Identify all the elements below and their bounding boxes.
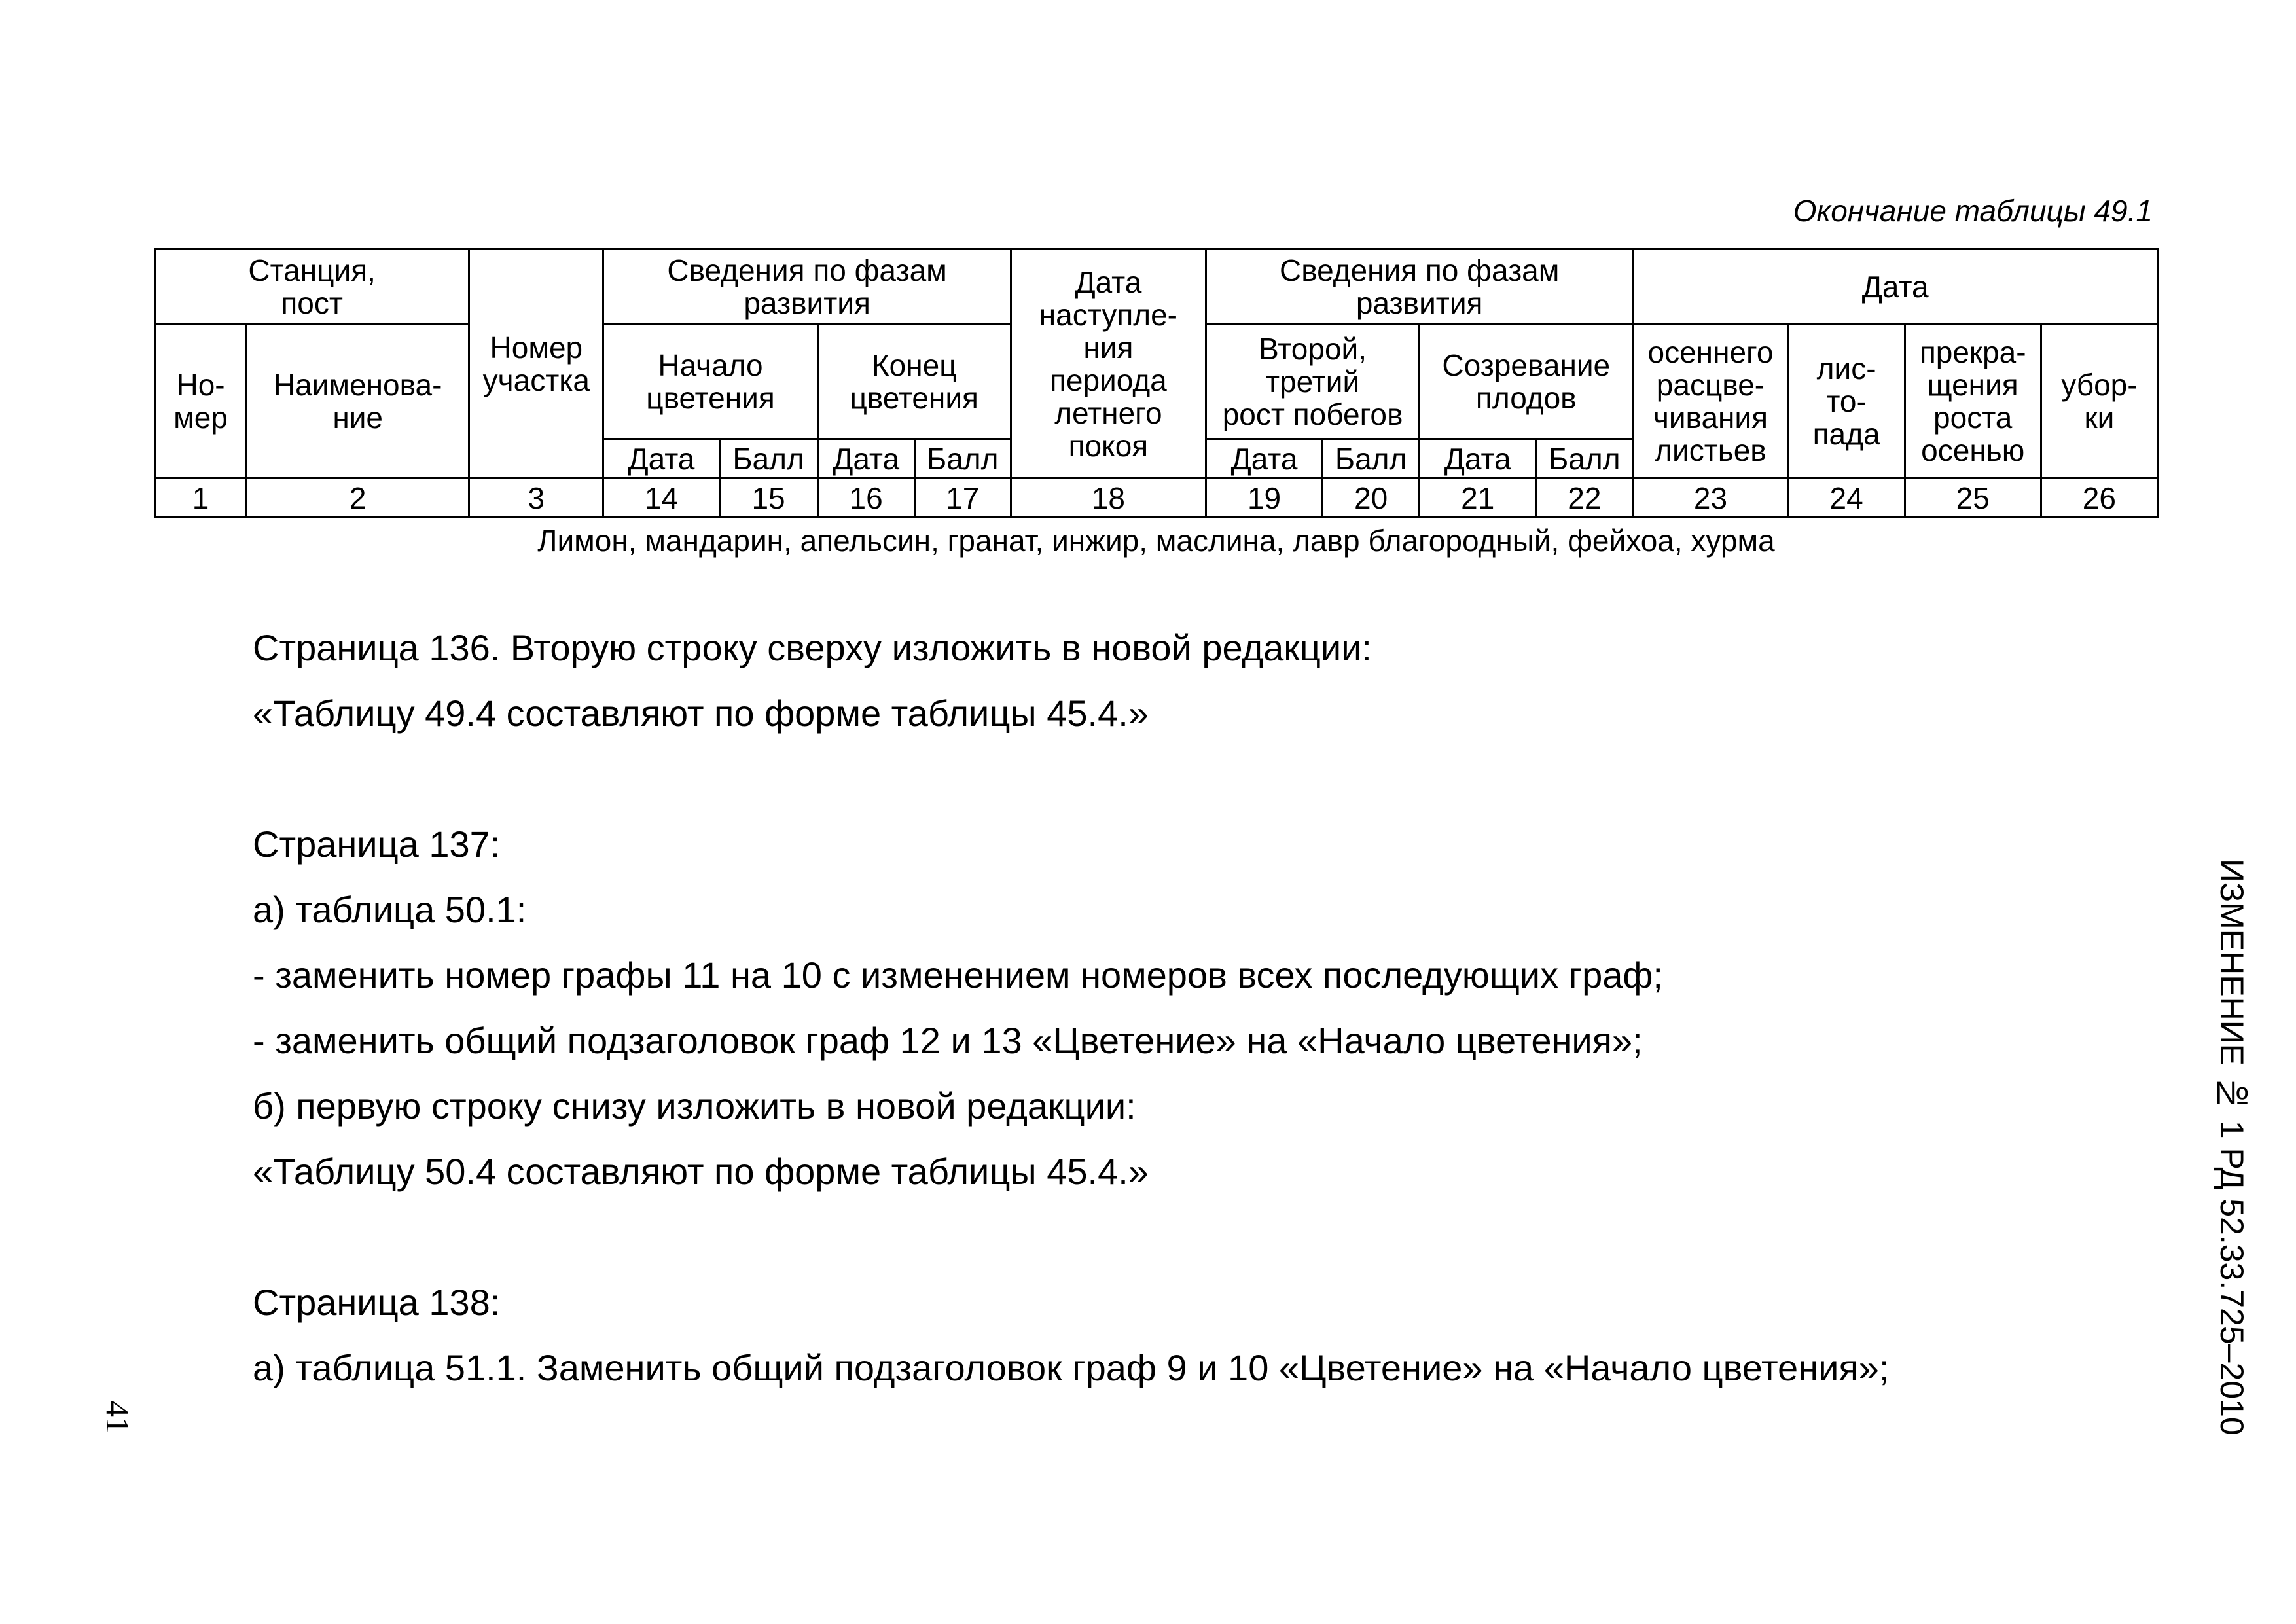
paragraph: - заменить общий подзаголовок граф 12 и 13 «Цветение» на «Начало цветения»; bbox=[253, 1020, 1643, 1061]
column-number: 1 bbox=[155, 478, 247, 518]
flowering-start-header: Начало цветения bbox=[603, 325, 817, 439]
paragraph: а) таблица 51.1. Заменить общий подзаголовок граф 9 и 10 «Цветение» на «Начало цветения»; bbox=[253, 1347, 1890, 1388]
column-number: 19 bbox=[1206, 478, 1322, 518]
column-number: 24 bbox=[1788, 478, 1905, 518]
autumn-coloring-header: осеннего расцве- чивания листьев bbox=[1633, 325, 1788, 478]
paragraph: «Таблицу 50.4 составляют по форме таблицы 45.4.» bbox=[253, 1151, 1149, 1192]
paragraph: б) первую строку снизу изложить в новой редакции: bbox=[253, 1085, 1136, 1127]
crop-list-note: Лимон, мандарин, апельсин, гранат, инжир, маслина, лавр благородный, фейхоа, хурма bbox=[537, 524, 1775, 558]
table-continuation-caption: Окончание таблицы 49.1 bbox=[1793, 194, 2153, 228]
sub-header-score: Балл bbox=[914, 439, 1011, 478]
paragraph: Страница 136. Вторую строку сверху изложить в новой редакции: bbox=[253, 627, 1372, 668]
column-number: 26 bbox=[2041, 478, 2157, 518]
column-number: 3 bbox=[469, 478, 603, 518]
page-number: 41 bbox=[99, 1401, 136, 1434]
column-number: 23 bbox=[1633, 478, 1788, 518]
column-number: 25 bbox=[1905, 478, 2041, 518]
sub-header-date: Дата bbox=[1206, 439, 1322, 478]
phase-info-header-2: Сведения по фазам развития bbox=[1206, 249, 1632, 325]
paragraph: а) таблица 50.1: bbox=[253, 889, 527, 930]
column-number: 22 bbox=[1536, 478, 1633, 518]
column-number: 17 bbox=[914, 478, 1011, 518]
column-number: 15 bbox=[719, 478, 817, 518]
summer-dormancy-header: Дата наступле- ния периода летнего покоя bbox=[1011, 249, 1206, 478]
column-number: 20 bbox=[1323, 478, 1420, 518]
leaf-fall-header: лис- то- пада bbox=[1788, 325, 1905, 478]
station-number-header: Но- мер bbox=[155, 325, 247, 478]
column-number: 18 bbox=[1011, 478, 1206, 518]
column-number: 21 bbox=[1420, 478, 1536, 518]
fruit-ripening-header: Созревание плодов bbox=[1420, 325, 1633, 439]
date-group-header: Дата bbox=[1633, 249, 2158, 325]
harvest-header: убор- ки bbox=[2041, 325, 2157, 478]
sub-header-score: Балл bbox=[719, 439, 817, 478]
station-group-header: Станция, пост bbox=[155, 249, 469, 325]
amendment-text bbox=[253, 625, 2085, 1411]
sub-header-date: Дата bbox=[1420, 439, 1536, 478]
phenology-table bbox=[154, 248, 2159, 518]
sub-header-date: Дата bbox=[817, 439, 914, 478]
station-name-header: Наименова- ние bbox=[247, 325, 469, 478]
flowering-end-header: Конец цветения bbox=[817, 325, 1011, 439]
column-number: 2 bbox=[247, 478, 469, 518]
paragraph: «Таблицу 49.4 составляют по форме таблицы 45.4.» bbox=[253, 693, 1149, 734]
phase-info-header-1: Сведения по фазам развития bbox=[603, 249, 1011, 325]
sub-header-score: Балл bbox=[1536, 439, 1633, 478]
document-side-title: ИЗМЕНЕНИЕ № 1 РД 52.33.725–2010 bbox=[2214, 859, 2250, 1435]
shoot-growth-header: Второй, третий рост побегов bbox=[1206, 325, 1419, 439]
sub-header-date: Дата bbox=[603, 439, 719, 478]
column-number: 14 bbox=[603, 478, 719, 518]
column-number: 16 bbox=[817, 478, 914, 518]
paragraph: - заменить номер графы 11 на 10 с изменением номеров всех последующих граф; bbox=[253, 954, 1663, 996]
plot-number-header: Номер участка bbox=[469, 249, 603, 478]
growth-cessation-header: прекра- щения роста осенью bbox=[1905, 325, 2041, 478]
sub-header-score: Балл bbox=[1323, 439, 1420, 478]
paragraph: Страница 138: bbox=[253, 1282, 501, 1323]
paragraph: Страница 137: bbox=[253, 823, 501, 865]
